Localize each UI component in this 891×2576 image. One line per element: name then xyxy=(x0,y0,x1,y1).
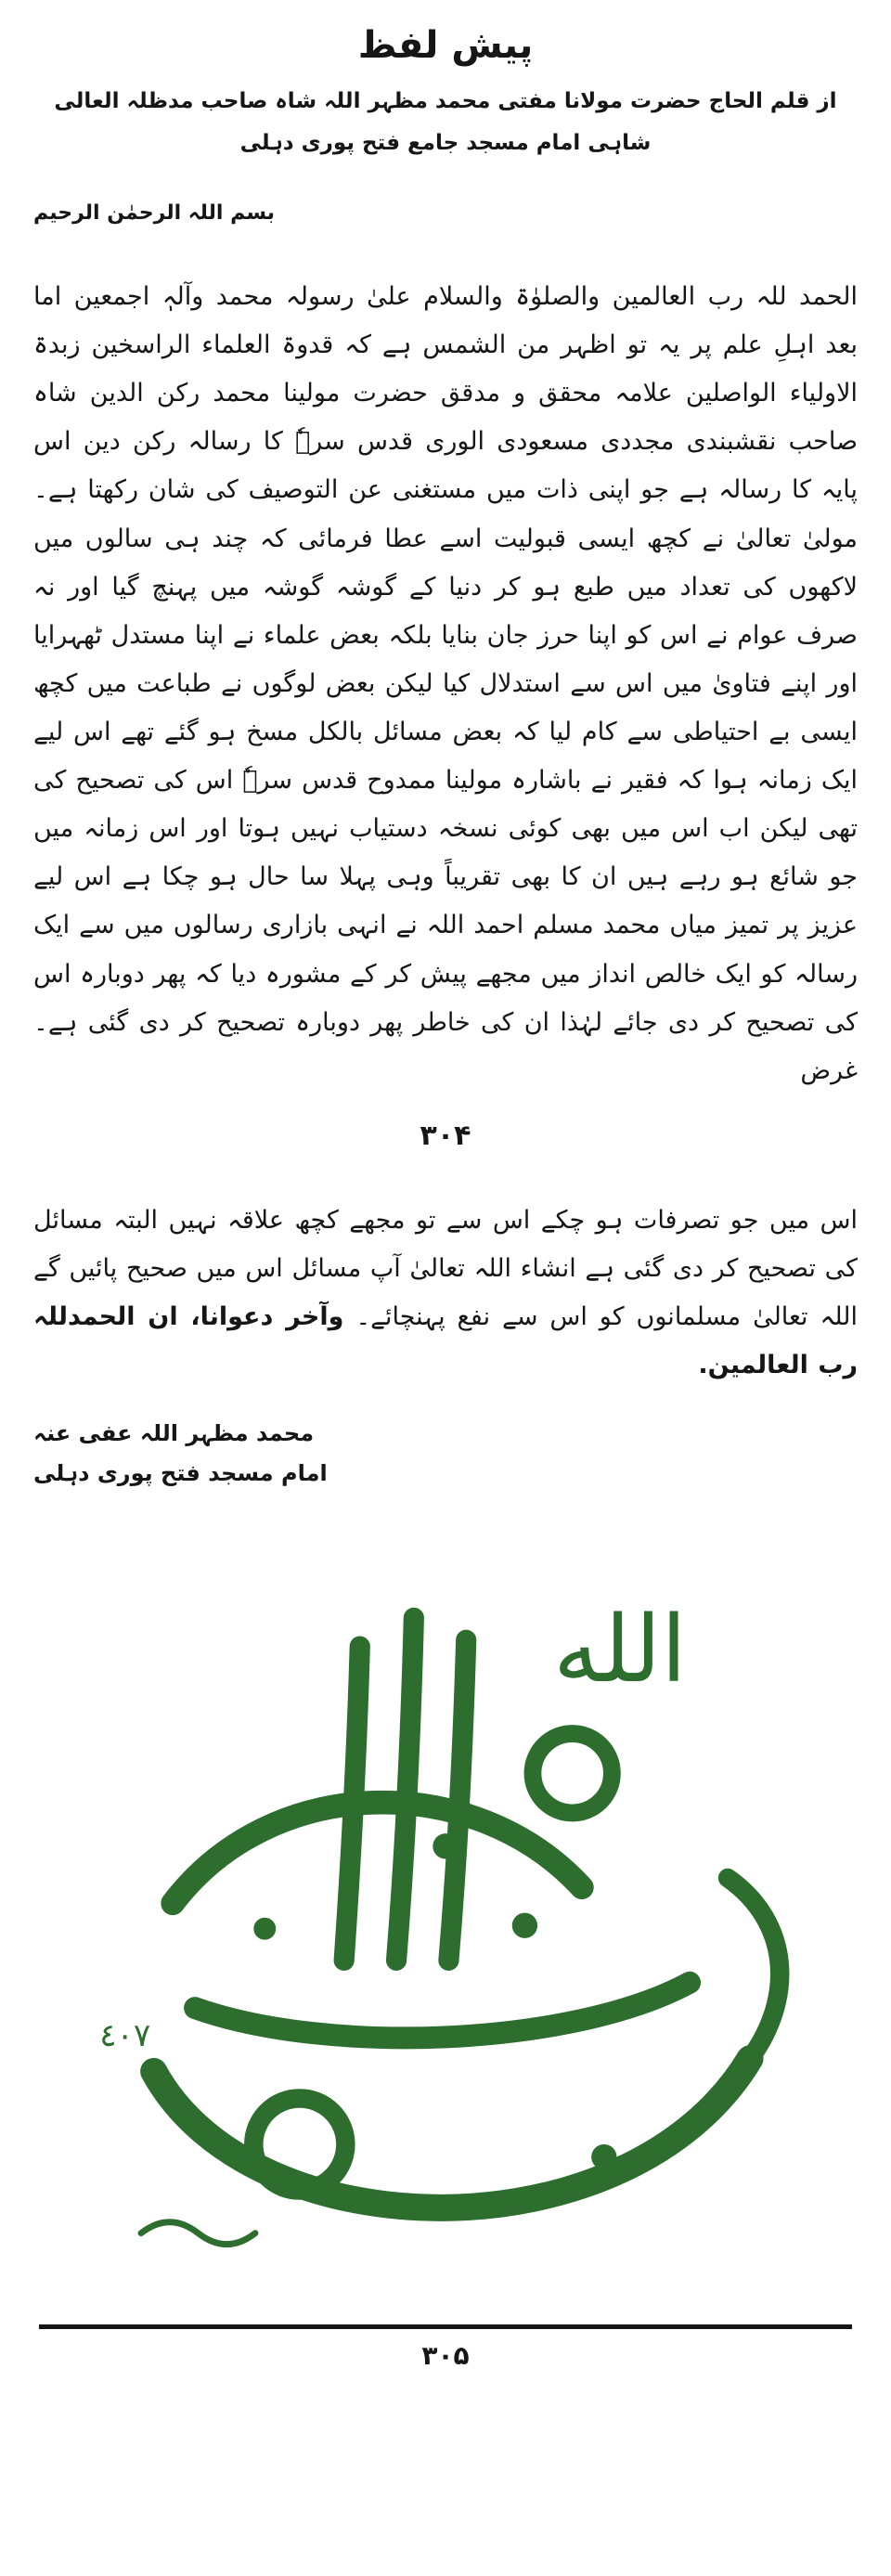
paragraph-2 xyxy=(33,1197,858,1390)
page-title: پیش لفظ xyxy=(357,24,534,67)
diacritic-dot xyxy=(433,1833,458,1858)
emblem-numerals: ٤٠٧ xyxy=(99,2016,151,2054)
calligraphy-emblem-svg xyxy=(48,1535,843,2297)
footer-rule xyxy=(39,2324,852,2329)
diacritic-dot xyxy=(512,1912,537,1937)
author-title-line: شاہی امام مسجد جامع فتح پوری دہلی xyxy=(239,130,652,155)
signature-title: امام مسجد فتح پوری دہلی xyxy=(33,1460,328,1487)
calligraphy-stroke xyxy=(396,1618,414,1961)
diacritic-dot xyxy=(591,2144,616,2169)
calligraphy-curve xyxy=(195,1982,690,2038)
closing-dua: وآخر دعوانا، ان الحمدللہ رب العالمین. xyxy=(33,1302,858,1380)
basmala-text: بسم اللہ الرحمٰن الرحیم xyxy=(33,201,276,225)
calligraphy-bowl xyxy=(154,2058,750,2207)
emblem-allah-word: الله xyxy=(553,1596,687,1703)
calligraphy-loop xyxy=(533,1733,612,1812)
signature-name: محمد مظہر اللہ عفی عنہ xyxy=(33,1420,315,1447)
calligraphy-curve xyxy=(173,1802,582,1903)
calligraphy-emblem xyxy=(48,1535,843,2300)
signature-squiggle xyxy=(141,2221,255,2244)
page-number-footer: ۳۰۵ xyxy=(421,2339,470,2371)
author-line: از قلم الحاج حضرت مولانا مفتی محمد مظہر اللہ شاہ صاحب مدظلہ العالی xyxy=(54,89,837,113)
paragraph-2-urdu: اس میں جو تصرفات ہو چکے اس سے تو مجھے کچھ علاقہ نہیں البتہ مسائل کی تصحیح کر دی گئی ہے انشاء اللہ تعالیٰ آپ مسائل اس میں صحیح پائیں گے اللہ تعالیٰ مسلمانوں کو اس سے نفع پہنچائے۔ xyxy=(33,1205,858,1332)
page-number-mid: ۳۰۴ xyxy=(420,1119,471,1152)
calligraphy-tail xyxy=(728,1878,780,2059)
diacritic-dot xyxy=(253,1917,276,1939)
paragraph-1: الحمد للہ رب العالمین والصلوٰۃ والسلام علیٰ رسولہ محمد وآلہٖ اجمعین اما بعد اہلِ علم پر یہ تو اظہر من الشمس ہے کہ قدوۃ العلماء الراسخین زبدۃ الاولیاء الواصلین علامہ محقق و مدقق حضرت مولینا محمد رکن الدین شاہ صاحب نقشبندی مجددی مسعودی الوری قدس سرہٗ کا رسالہ رکن دین اس پایہ کا رسالہ ہے جو اپنی ذات میں مستغنی عن التوصیف کی شان رکھتا ہے۔ مولیٰ تعالیٰ نے کچھ ایسی قبولیت اسے عطا فرمائی کہ چند ہی سالوں میں لاکھوں کی تعداد میں طبع ہو کر دنیا کے گوشہ گوشہ میں پہنچ گیا اور نہ صرف عوام نے اس کو اپنا حرز جان بنایا بلکہ بعض علماء نے اپنا مستدل ٹھہرایا اور اپنے فتاویٰ میں اس سے استدلال کیا لیکن بعض لوگوں نے طباعت میں کچھ ایسی بے احتیاطی سے کام لیا کہ بعض مسائل بالکل مسخ ہو گئے تھے اس لیے ایک زمانہ ہوا کہ فقیر نے باشارہ مولینا ممدوح قدس سرہٗ اس کی تصحیح کی تھی لیکن اب اس میں بھی کوئی نسخہ دستیاب نہیں ہوتا اور اس زمانہ میں جو شائع ہو رہے ہیں ان کا بھی تقریباً وہی پہلا سا حال ہو چکا ہے اس لیے عزیز پر تمیز میاں محمد مسلم احمد اللہ نے انہی بازاری رسالوں میں سے ایک رسالہ کو ایک خالص انداز میں مجھے پیش کر کے مشورہ دیا کہ پھر دوبارہ اس کی تصحیح کر دی جائے لہٰذا ان کی خاطر پھر دوبارہ تصحیح کر دی گئی ہے۔ غرض xyxy=(33,282,858,1085)
